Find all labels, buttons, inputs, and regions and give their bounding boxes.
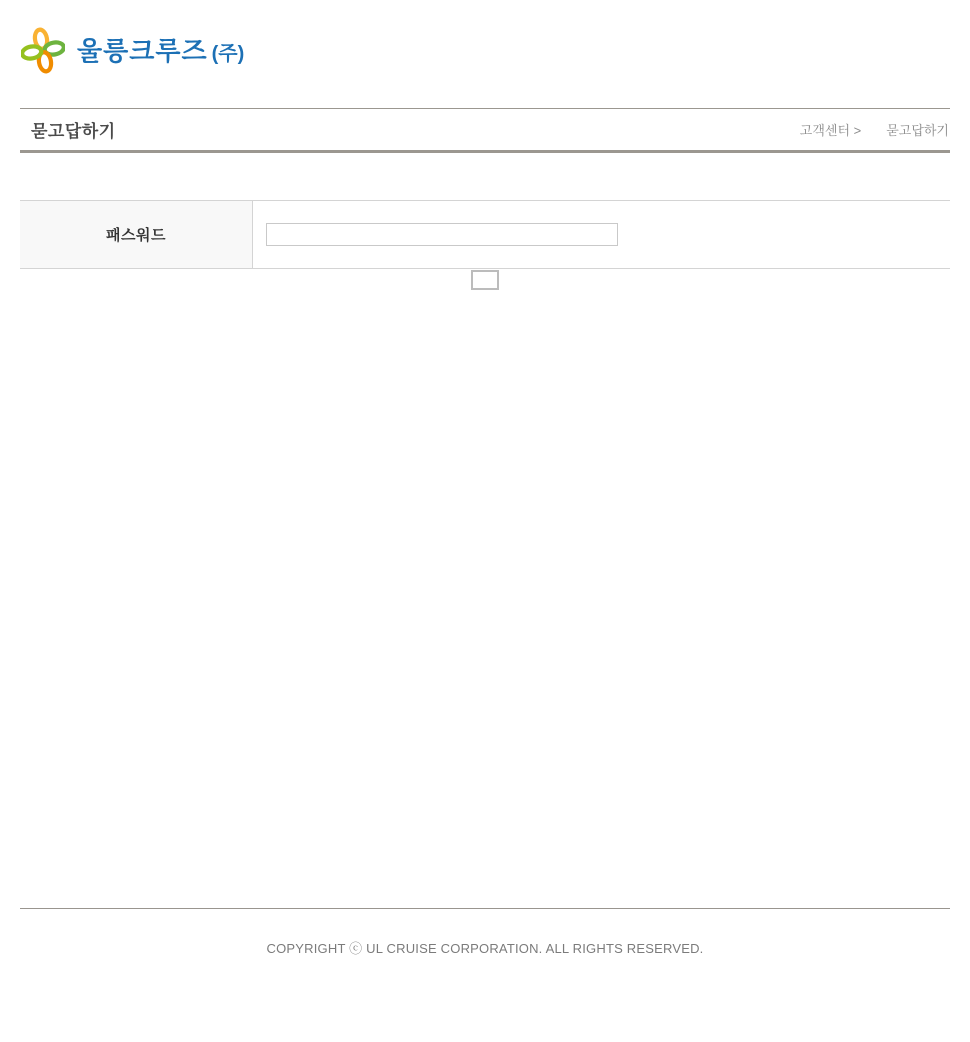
logo[interactable] [21,27,244,74]
breadcrumb-current: 묻고답하기 [886,123,949,138]
footer-copyright: COPYRIGHT ⓒ UL CRUISE CORPORATION. ALL RIGHTS RESERVED. [266,941,704,956]
breadcrumb-parent[interactable]: 고객센터 > [799,123,862,138]
password-label: 패스워드 [20,201,253,268]
password-input-cell [253,201,950,268]
confirm-button[interactable] [471,270,499,290]
page-header [20,108,950,153]
flower-ribbon-icon [21,27,65,74]
logo-text [77,35,245,66]
company-name: 울릉크루즈 [77,35,208,66]
company-suffix: (주) [211,42,245,65]
password-input[interactable] [266,223,618,246]
footer-divider [20,908,950,909]
breadcrumb [800,120,950,139]
password-form-table [20,200,950,269]
page-title: 묻고답하기 [31,122,116,141]
